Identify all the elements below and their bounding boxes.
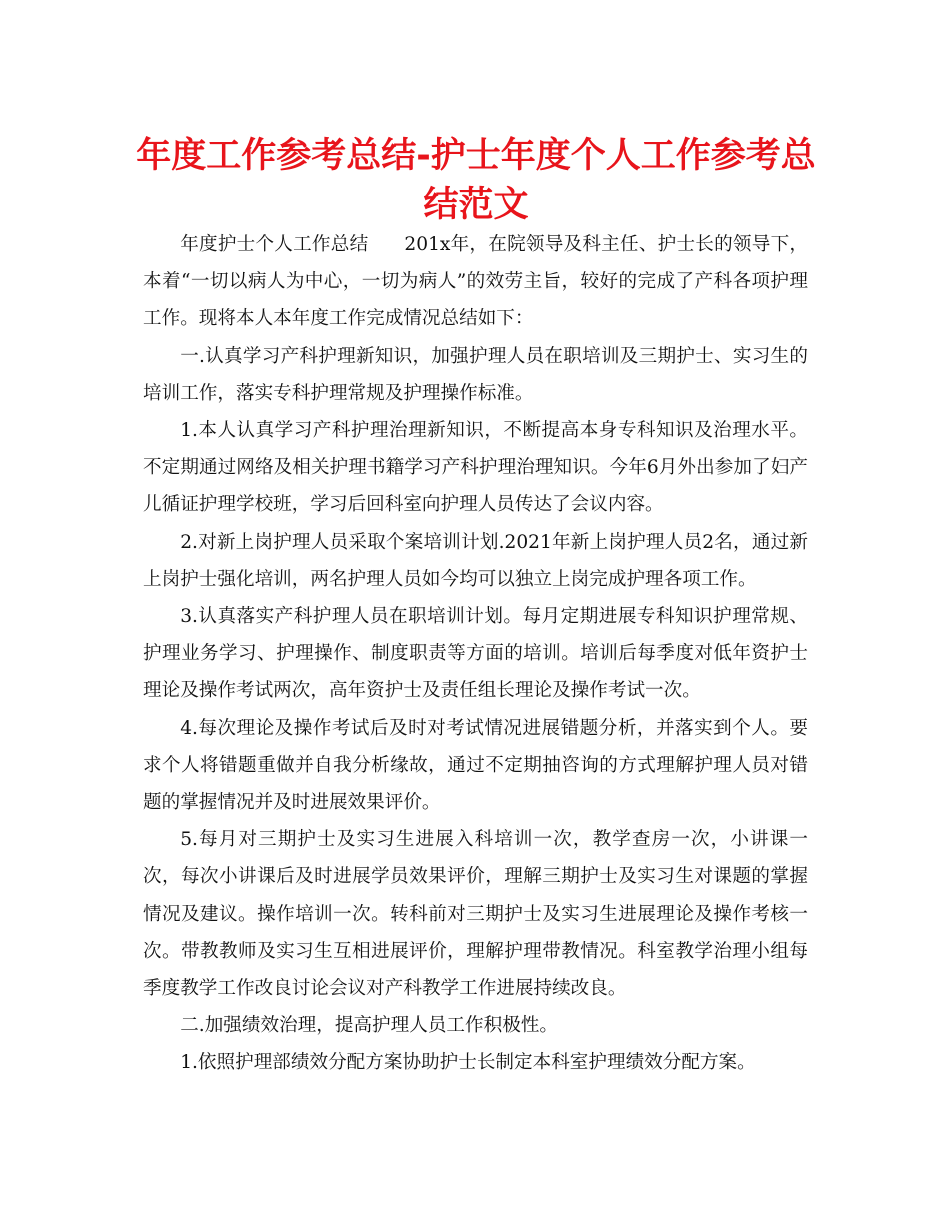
paragraph: 4.每次理论及操作考试后及时对考试情况进展错题分析，并落实到个人。要求个人将错题重做并自我分析缘故，通过不定期抽咨询的方式理解护理人员对错题的掌握情况并及时进展效果评价。 <box>143 717 808 814</box>
paragraph: 2.对新上岗护理人员采取个案培训计划.2021年新上岗护理人员2名，通过新上岗护士强化培训，两名护理人员如今均可以独立上岗完成护理各项工作。 <box>143 531 808 590</box>
paragraph: 一.认真学习产科护理新知识，加强护理人员在职培训及三期护士、实习生的培训工作，落实专科护理常规及护理操作标准。 <box>143 345 808 404</box>
paragraph: 二.加强绩效治理，提高护理人员工作积极性。 <box>180 1015 558 1037</box>
paragraph: 1.本人认真学习产科护理治理新知识，不断提高本身专科知识及治理水平。不定期通过网络及相关护理书籍学习产科护理治理知识。今年6月外出参加了妇产儿循证护理学校班，学习后回科室向护理人员传达了会议内容。 <box>143 420 808 516</box>
paragraph: 5.每月对三期护士及实习生进展入科培训一次，教学查房一次，小讲课一次，每次小讲课后及时进展学员效果评价，理解三期护士及实习生对课题的掌握情况及建议。操作培训一次。转科前对三期护士及实习生进展理论及操作考核一次。带教教师及实习生互相进展评价，理解护理带教情况。科室教学治理小组每季度教学工作改良讨论会议对产科教学工作进展持续改良。 <box>143 829 808 1000</box>
intro-paragraph <box>143 226 808 338</box>
paragraph: 1.依照护理部绩效分配方案协助护士长制定本科室护理绩效分配方案。 <box>180 1052 756 1074</box>
intro-text: 201x年，在院领导及科主任、护士长的领导下，本着“一切以病人为中心，一切为病人”的效劳主旨，较好的完成了产科各项护理工作。现将本人本年度工作完成情况总结如下： <box>143 234 808 330</box>
intro-heading: 年度护士个人工作总结 <box>180 234 369 255</box>
paragraph: 3.认真落实产科护理人员在职培训计划。每月定期进展专科知识护理常规、护理业务学习、护理操作、制度职责等方面的培训。培训后每季度对低年资护士理论及操作考试两次，高年资护士及责任组长理论及操作考试一次。 <box>143 606 808 702</box>
document-body <box>143 226 808 1082</box>
document-title: 年度工作参考总结-护士年度个人工作参考总结范文 <box>136 136 816 225</box>
